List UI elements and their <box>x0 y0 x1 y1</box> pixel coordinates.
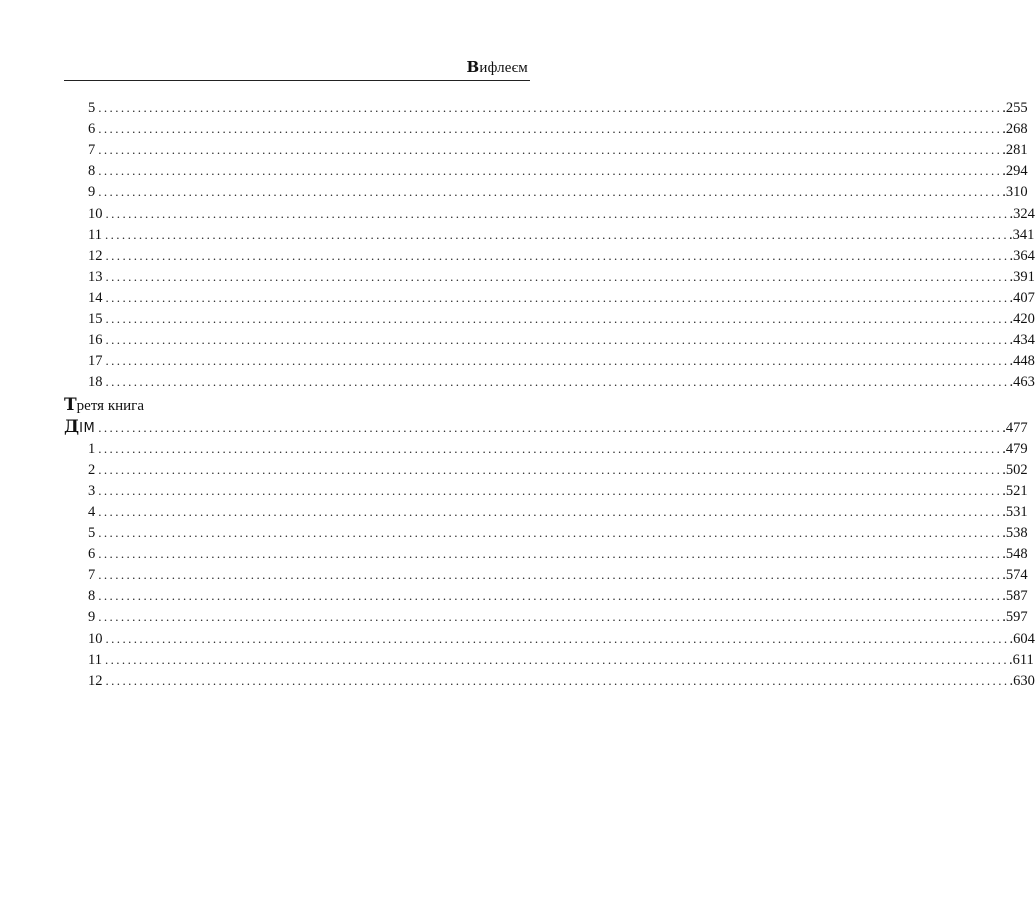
toc-main-entry-rest: ІМ <box>79 420 96 436</box>
toc-entry <box>88 224 1035 245</box>
dot-leader: ................................................................................................................................................................ <box>105 353 1010 369</box>
toc-entry <box>88 606 1028 627</box>
toc-entry-label: 10 <box>88 630 103 647</box>
toc-page-number: .611 <box>1008 651 1034 668</box>
dot-leader: ................................................................................................................................................................ <box>105 205 1010 221</box>
toc-page-number: .268 <box>1002 121 1028 138</box>
toc-entry <box>88 308 1035 329</box>
dot-leader: ................................................................................................................................................................ <box>105 672 1010 688</box>
toc-main-entry-label <box>64 417 98 439</box>
toc-page-number: .502 <box>1002 461 1028 478</box>
toc-page-number: .604 <box>1009 630 1035 647</box>
toc-entry-label: 7 <box>88 142 96 159</box>
toc-page-number: .407 <box>1009 289 1035 306</box>
toc-entry-label: 12 <box>88 247 103 264</box>
toc-page-number: .587 <box>1002 588 1028 605</box>
toc-entry <box>88 181 1028 202</box>
toc-entry-label: 4 <box>88 503 96 520</box>
toc-entry-label: 17 <box>88 353 103 370</box>
toc-entry-label: 7 <box>88 567 96 584</box>
toc-entry-label: 10 <box>88 205 103 222</box>
dot-leader: ................................................................................................................................................................ <box>104 226 1009 242</box>
toc-entry <box>88 350 1035 371</box>
toc-entry-label: 8 <box>88 163 96 180</box>
dot-leader: ................................................................................................................................................................ <box>105 332 1010 348</box>
toc-entry-label: 16 <box>88 332 103 349</box>
toc-page-number: .255 <box>1002 100 1028 116</box>
toc-entry-label: 11 <box>88 226 102 243</box>
toc-page-number: .341 <box>1008 226 1035 243</box>
dot-leader: ................................................................................................................................................................ <box>98 588 1003 604</box>
toc-page-number: .521 <box>1002 482 1028 499</box>
toc-page-number: .448 <box>1009 353 1035 370</box>
toc-entry <box>88 118 1028 139</box>
toc-entry-label: 2 <box>88 461 96 478</box>
toc-entry <box>88 287 1035 308</box>
toc-entry <box>88 522 1028 543</box>
toc-entry-label: 3 <box>88 482 96 499</box>
toc-entry <box>88 649 1034 670</box>
toc-page-number: .310 <box>1002 184 1028 201</box>
toc-entry <box>88 266 1035 287</box>
dot-leader: ................................................................................................................................................................ <box>98 121 1003 137</box>
toc-page-number: .574 <box>1002 567 1028 584</box>
dot-leader: ................................................................................................................................................................ <box>105 289 1010 305</box>
dot-leader: ................................................................................................................................................................ <box>98 482 1003 498</box>
running-head-rest: ифлеєм <box>479 60 528 76</box>
dot-leader: ................................................................................................................................................................ <box>98 546 1003 562</box>
toc-entry <box>88 459 1028 480</box>
toc-page-number: .364 <box>1009 247 1035 264</box>
running-head-title <box>466 58 528 77</box>
toc-entry-label: 1 <box>88 440 96 457</box>
toc-page-number: .548 <box>1002 546 1028 563</box>
dot-leader: ................................................................................................................................................................ <box>98 609 1003 625</box>
toc-page-number: .597 <box>1002 609 1028 626</box>
toc-entry <box>88 501 1028 522</box>
section-heading-initial: Т <box>64 395 77 416</box>
toc-entry <box>88 480 1028 501</box>
dot-leader: ................................................................................................................................................................ <box>98 440 1003 456</box>
toc-page-number: .531 <box>1002 503 1028 520</box>
toc-entry <box>88 371 1035 392</box>
toc-page-number: .420 <box>1009 311 1035 327</box>
dot-leader: ................................................................................................................................................................ <box>98 142 1003 158</box>
toc-page-number: .479 <box>1002 440 1028 457</box>
toc-page-number: .391 <box>1009 268 1035 285</box>
toc-entry-label: 13 <box>88 268 103 285</box>
toc-entry <box>88 139 1028 160</box>
dot-leader: ................................................................................................................................................................ <box>105 268 1010 284</box>
toc-page-number: .538 <box>1002 525 1028 541</box>
dot-leader: ................................................................................................................................................................ <box>105 630 1010 646</box>
toc-entry-label: 6 <box>88 546 96 563</box>
section-heading <box>64 395 144 416</box>
dot-leader: ................................................................................................................................................................ <box>98 419 1003 435</box>
toc-entry-label: 18 <box>88 374 103 391</box>
running-head-initial: В <box>466 58 480 76</box>
dot-leader: ................................................................................................................................................................ <box>105 374 1010 390</box>
dot-leader: ................................................................................................................................................................ <box>98 461 1003 477</box>
toc-page-number: .630 <box>1009 672 1035 689</box>
toc-main-entry <box>64 416 1028 438</box>
toc-main-entry-initial: Д <box>64 416 80 437</box>
dot-leader: ................................................................................................................................................................ <box>98 525 1003 540</box>
toc-entry <box>88 438 1028 459</box>
toc-page-number: .294 <box>1002 163 1028 180</box>
toc-entry-label: 9 <box>88 609 96 626</box>
toc-entry-label: 5 <box>88 100 96 116</box>
dot-leader: ................................................................................................................................................................ <box>98 163 1003 179</box>
section-heading-rest: ретя книга <box>76 398 144 415</box>
toc-entry <box>88 245 1035 266</box>
toc-page-number: .281 <box>1002 142 1028 159</box>
toc-entry-label: 15 <box>88 311 103 327</box>
toc-entry-label: 9 <box>88 184 96 201</box>
toc-entry-label: 12 <box>88 672 103 689</box>
dot-leader: ................................................................................................................................................................ <box>98 503 1003 519</box>
header-rule <box>64 80 530 81</box>
toc-entry <box>88 543 1028 564</box>
toc-entry <box>88 628 1035 649</box>
toc-page-number: .477 <box>1002 419 1028 436</box>
toc-entry <box>88 564 1028 585</box>
toc-page-number: .324 <box>1009 205 1035 222</box>
dot-leader: ................................................................................................................................................................ <box>98 567 1003 583</box>
toc-entry-label: 6 <box>88 121 96 138</box>
dot-leader: ................................................................................................................................................................ <box>98 100 1003 115</box>
toc-entry-label: 5 <box>88 525 96 541</box>
toc-entry <box>88 97 1028 118</box>
dot-leader: ................................................................................................................................................................ <box>104 651 1009 667</box>
toc-entry-label: 8 <box>88 588 96 605</box>
toc-entry-label: 14 <box>88 289 103 306</box>
toc-page-number: .434 <box>1009 332 1035 349</box>
dot-leader: ................................................................................................................................................................ <box>105 247 1010 263</box>
toc-entry <box>88 585 1028 606</box>
toc-entry <box>88 203 1035 224</box>
dot-leader: ................................................................................................................................................................ <box>105 311 1010 326</box>
toc-entry <box>88 160 1028 181</box>
toc-entry <box>88 329 1035 350</box>
toc-entry-label: 11 <box>88 651 102 668</box>
toc-page-number: .463 <box>1009 374 1035 391</box>
toc-entry <box>88 670 1035 691</box>
dot-leader: ................................................................................................................................................................ <box>98 184 1003 200</box>
